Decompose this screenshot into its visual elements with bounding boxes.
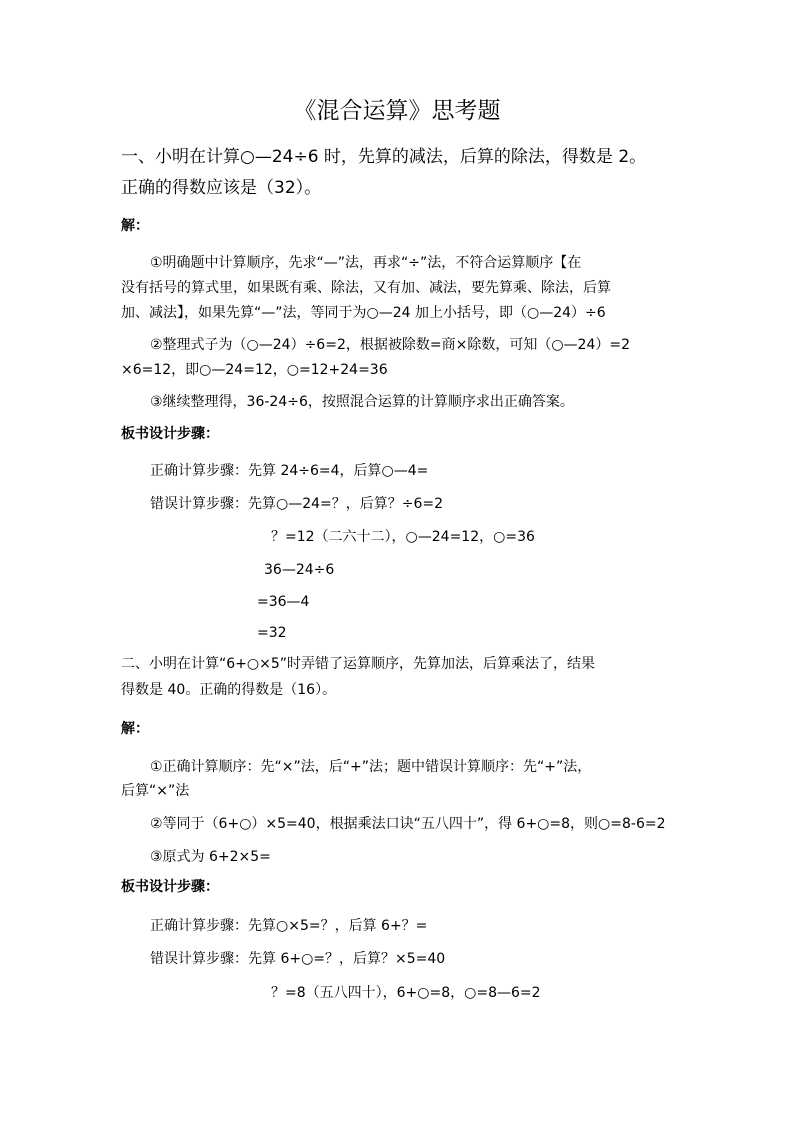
q1-step1-line1: ①明确题中计算顺序，先求“—”法，再求“÷”法，不符合运算顺序【在	[150, 255, 582, 271]
q2-correct-steps: 正确计算步骤：先算○×5=？，后算 6+？=	[150, 918, 428, 934]
q1-step2-line2: ×6=12，即○—24=12，○=12+24=36	[121, 362, 388, 378]
q2-board-heading: 板书设计步骤：	[121, 879, 219, 895]
q1-stem-line2: 正确的得数应该是（32）。	[121, 178, 322, 198]
q1-calc-line4: =32	[257, 625, 287, 641]
q1-calc-line2: 36—24÷6	[264, 562, 335, 578]
q2-step1-line1: ①正确计算顺序：先“×”法，后“+”法；题中错误计算顺序：先“+”法，	[150, 759, 592, 775]
q2-step2: ②等同于（6+○）×5=40，根据乘法口诀“五八四十”，得 6+○=8，则○=8-6=2	[150, 816, 666, 832]
q2-step1-line2: 后算“×”法	[121, 783, 190, 799]
q2-stem-line1: 二、小明在计算“6+○×5”时弄错了运算顺序，先算加法，后算乘法了，结果	[121, 656, 595, 672]
q1-correct-steps: 正确计算步骤：先算 24÷6=4，后算○—4=	[150, 463, 429, 479]
q2-wrong-steps: 错误计算步骤：先算 6+○=？，后算？×5=40	[150, 951, 446, 967]
q1-calc-line1: ？=12（二六十二），○—24=12，○=36	[271, 529, 535, 545]
q1-step1-line3: 加、减法】，如果先算“—”法，等同于为○—24 加上小括号，即（○—24）÷6	[121, 305, 606, 321]
q1-calc-line3: =36—4	[257, 594, 310, 610]
q2-step3: ③原式为 6+2×5=	[150, 849, 271, 865]
q1-step2-line1: ②整理式子为（○—24）÷6=2，根据被除数=商×除数，可知（○—24）=2	[150, 337, 630, 353]
q1-step1-line2: 没有括号的算式里，如果既有乘、除法，又有加、减法，要先算乘、除法，后算	[121, 280, 611, 296]
q2-solution-heading: 解：	[121, 721, 149, 737]
q2-stem-line2: 得数是 40。正确的得数是（16）。	[121, 682, 337, 698]
q1-board-heading: 板书设计步骤：	[121, 426, 219, 442]
q1-solution-heading: 解：	[121, 218, 149, 234]
q2-calc-line1: ？=8（五八四十），6+○=8，○=8—6=2	[271, 985, 541, 1001]
q1-wrong-steps: 错误计算步骤：先算○—24=？，后算？÷6=2	[150, 496, 444, 512]
q1-stem-line1: 一、小明在计算○—24÷6 时，先算的减法，后算的除法，得数是 2。	[121, 147, 647, 167]
page-title: 《混合运算》思考题	[293, 98, 501, 124]
q1-step3: ③继续整理得，36-24÷6，按照混合运算的计算顺序求出正确答案。	[150, 394, 574, 410]
